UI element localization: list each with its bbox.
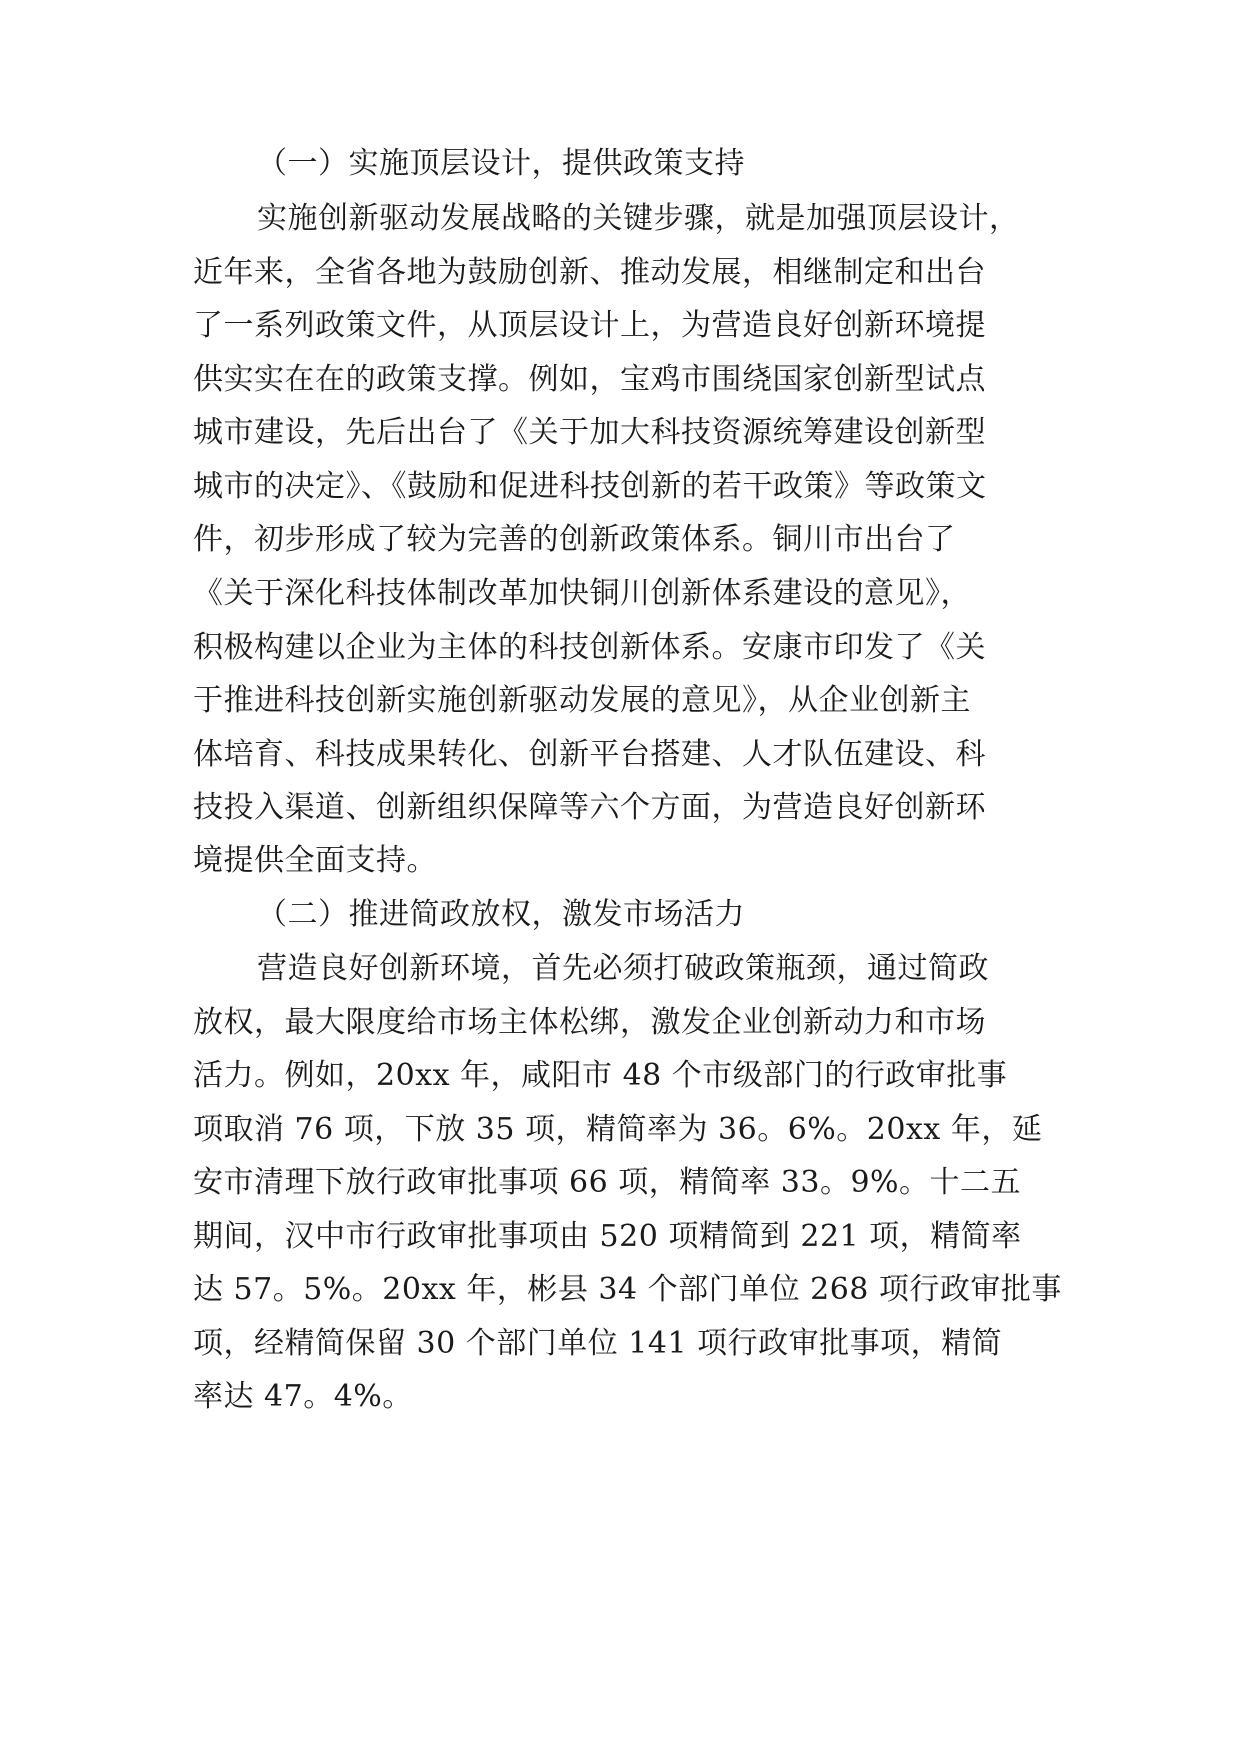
paragraph-line: 放权，最大限度给市场主体松绑，激发企业创新动力和市场 xyxy=(193,1005,986,1040)
paragraph-line: 供实实在在的政策支撑。例如，宝鸡市围绕国家创新型试点 xyxy=(193,362,986,397)
section-heading-1: （一）实施顶层设计，提供政策支持 xyxy=(257,146,745,181)
paragraph-line: 活力。例如，20xx 年，咸阳市 48 个市级部门的行政审批事 xyxy=(193,1058,1008,1093)
paragraph-line: 技投入渠道、创新组织保障等六个方面，为营造良好创新环 xyxy=(193,790,986,825)
paragraph-line: 实施创新驱动发展战略的关键步骤，就是加强顶层设计， xyxy=(257,201,1020,236)
paragraph-line: 城市的决定》、《鼓励和促进科技创新的若干政策》等政策文 xyxy=(193,469,987,504)
paragraph-line: 境提供全面支持。 xyxy=(193,843,437,878)
paragraph-line: 于推进科技创新实施创新驱动发展的意见》，从企业创新主 xyxy=(193,683,971,718)
paragraph-line: 项，经精简保留 30 个部门单位 141 项行政审批事项，精简 xyxy=(193,1326,1003,1361)
paragraph-line: 率达 47。4%。 xyxy=(193,1379,413,1414)
paragraph-line: 达 57。5%。20xx 年，彬县 34 个部门单位 268 项行政审批事 xyxy=(193,1272,1062,1307)
paragraph-line: 安市清理下放行政审批事项 66 项，精简率 33。9%。十二五 xyxy=(193,1165,1022,1200)
paragraph-line: 体培育、科技成果转化、创新平台搭建、人才队伍建设、科 xyxy=(193,737,986,772)
paragraph-line: 城市建设，先后出台了《关于加大科技资源统筹建设创新型 xyxy=(193,415,986,450)
paragraph-line: 件，初步形成了较为完善的创新政策体系。铜川市出台了 xyxy=(193,522,956,557)
paragraph-line: 了一系列政策文件，从顶层设计上，为营造良好创新环境提 xyxy=(193,308,986,343)
paragraph-line: 项取消 76 项，下放 35 项，精简率为 36。6%。20xx 年，延 xyxy=(193,1112,1043,1147)
paragraph-line: 近年来，全省各地为鼓励创新、推动发展，相继制定和出台 xyxy=(193,255,986,290)
paragraph-line: 期间，汉中市行政审批事项由 520 项精简到 221 项，精简率 xyxy=(193,1219,1022,1254)
paragraph-line: 《关于深化科技体制改革加快铜川创新体系建设的意见》， xyxy=(193,576,971,611)
section-heading-2: （二）推进简政放权，激发市场活力 xyxy=(257,897,745,932)
paragraph-line: 积极构建以企业为主体的科技创新体系。安康市印发了《关 xyxy=(193,630,986,665)
paragraph-line: 营造良好创新环境，首先必须打破政策瓶颈，通过简政 xyxy=(257,951,989,986)
